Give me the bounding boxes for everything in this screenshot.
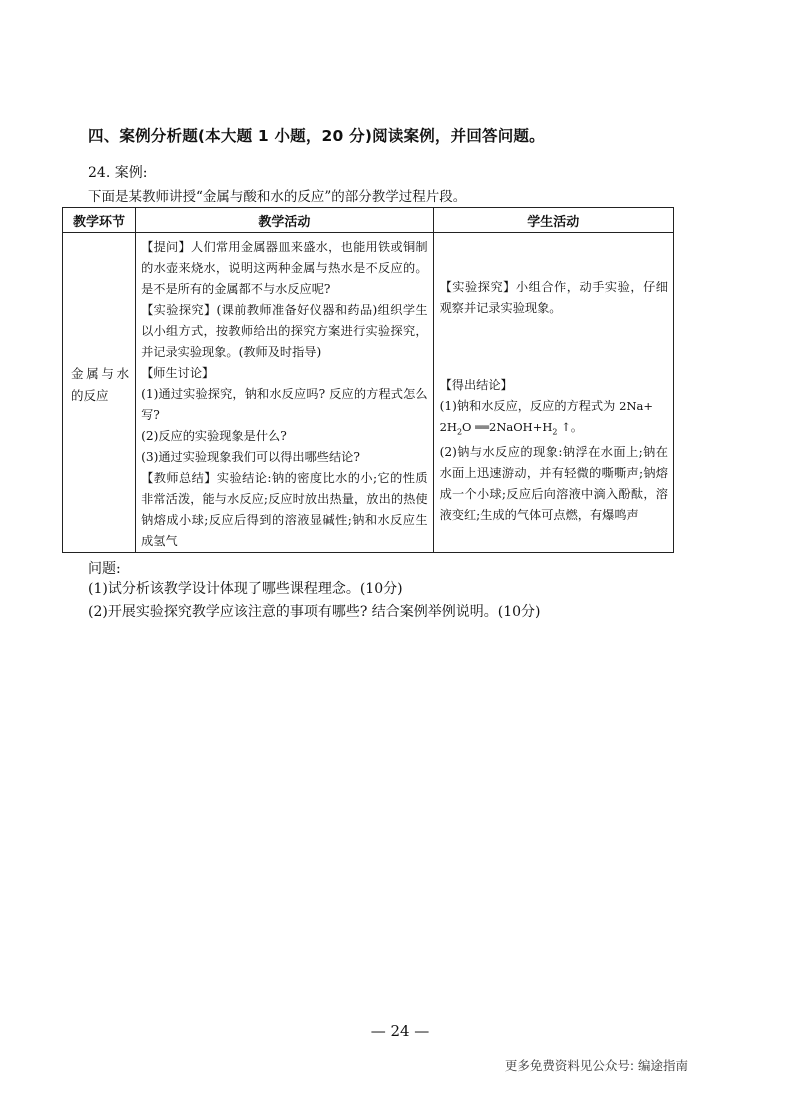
questions-label: 问题: xyxy=(88,561,121,577)
equation-lhs-a: 2Na+ xyxy=(619,399,654,413)
teacher-experiment: 【实验探究】(课前教师准备好仪器和药品)组织学生以小组方式，按教师给出的探究方案进行实验探究，并记录实验现象。(教师及时指导) xyxy=(141,303,428,359)
header-teacher-activity: 教学活动 xyxy=(136,208,433,233)
student-conclusion-title: 【得出结论】 xyxy=(439,378,513,392)
header-stage: 教学环节 xyxy=(63,208,136,233)
equation-rhs-sub: 2 xyxy=(552,427,558,437)
equation-lhs-sub: 2 xyxy=(456,427,463,437)
teacher-summary: 【教师总结】实验结论:钠的密度比水的小;它的性质非常活泼，能与水反应;反应时放出热量，放出的热使钠熔成小球;反应后得到的溶液显碱性;钠和水反应生成氢气 xyxy=(141,471,428,548)
section-heading: 四、案例分析题(本大题 1 小题，20 分)阅读案例，并回答问题。 xyxy=(88,127,545,145)
footer-note: 更多免费资料见公众号: 编途指南 xyxy=(504,1058,688,1073)
equation-lhs-c: O xyxy=(462,420,472,434)
student-explore: 【实验探究】小组合作，动手实验，仔细观察并记录实验现象。 xyxy=(439,280,668,315)
table-row xyxy=(63,233,674,553)
equation-end: 。 xyxy=(570,420,583,434)
student-conclusion-2: (2)钠与水反应的现象:钠浮在水面上;钠在水面上迅速游动，并有轻微的嘶嘶声;钠熔成一个小球;反应后向溶液中滴入酚酞，溶液变红;生成的气体可点燃，有爆鸣声 xyxy=(439,445,668,523)
lesson-table xyxy=(62,207,674,553)
stage-cell xyxy=(63,233,136,553)
table-header-row xyxy=(63,208,674,233)
conclusion-1-prefix: (1)钠和水反应，反应的方程式为 xyxy=(439,399,616,413)
equation-rhs-a: 2NaOH+H xyxy=(489,420,553,434)
teacher-activity-cell xyxy=(136,233,433,553)
equation-lhs-b: 2H xyxy=(439,420,457,434)
teacher-question: 【提问】人们常用金属器皿来盛水，也能用铁或铜制的水壶来烧水，说明这两种金属与热水是不反应的。是不是所有的金属都不与水反应呢? xyxy=(141,240,428,296)
chemical-equation xyxy=(439,420,571,437)
stage-text: 金属与水的反应 xyxy=(71,365,130,403)
student-activity-cell xyxy=(433,233,673,553)
equation-arrow: ══ xyxy=(475,420,489,434)
case-intro: 下面是某教师讲授“金属与酸和水的反应”的部分教学过程片段。 xyxy=(88,189,467,205)
question-1: (1)试分析该教学设计体现了哪些课程理念。(10分) xyxy=(88,581,403,597)
student-conclusion-1 xyxy=(440,396,668,442)
teacher-discussion-title: 【师生讨论】 xyxy=(141,366,215,380)
question-2: (2)开展实验探究教学应该注意的事项有哪些? 结合案例举例说明。(10分) xyxy=(88,604,541,620)
teacher-discussion-q2: (2)反应的实验现象是什么? xyxy=(141,429,287,443)
case-label: 24. 案例: xyxy=(88,165,148,181)
gas-arrow: ↑ xyxy=(561,420,571,434)
teacher-discussion-q3: (3)通过实验现象我们可以得出哪些结论? xyxy=(141,450,360,464)
page-number: — 24 — xyxy=(370,1022,430,1040)
header-student-activity: 学生活动 xyxy=(433,208,673,233)
teacher-discussion-q1: (1)通过实验探究，钠和水反应吗? 反应的方程式怎么写? xyxy=(141,387,428,422)
